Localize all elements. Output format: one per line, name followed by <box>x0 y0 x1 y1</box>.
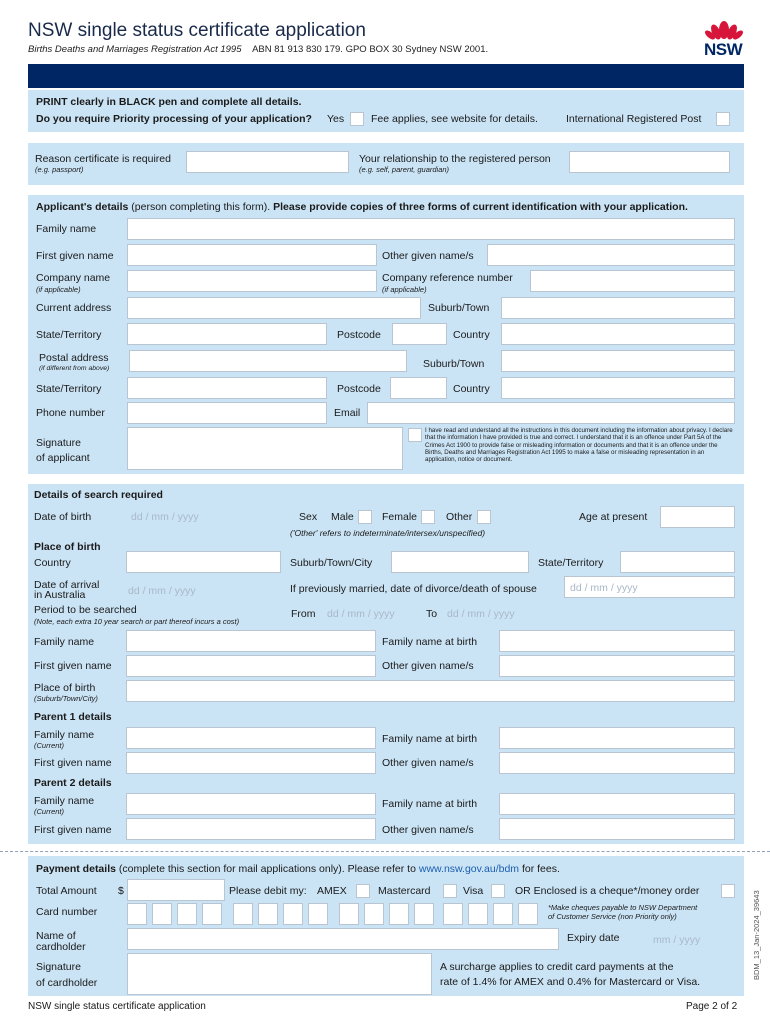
parent1-first-name-label: First given name <box>34 757 112 769</box>
company-ref-hint: (if applicable) <box>382 285 427 294</box>
parent1-family-name-birth-input[interactable] <box>499 727 735 749</box>
age-input[interactable] <box>660 506 735 528</box>
declaration-checkbox[interactable] <box>408 428 422 442</box>
age-label: Age at present <box>579 511 648 523</box>
intl-post-label: International Registered Post <box>566 113 702 125</box>
card-digit-box[interactable] <box>443 903 463 925</box>
birth-suburb-input[interactable] <box>391 551 529 573</box>
dollar-sign: $ <box>118 885 124 897</box>
card-number-label: Card number <box>36 906 98 918</box>
period-to-input[interactable]: dd / mm / yyyy <box>447 608 515 620</box>
relationship-label: Your relationship to the registered person <box>359 153 551 165</box>
header-banner <box>28 64 744 88</box>
postal-state-input[interactable] <box>127 377 327 399</box>
card-digit-box[interactable] <box>233 903 253 925</box>
applicant-heading-tail: Please provide copies of three forms of current identification with your application. <box>273 201 688 213</box>
expiry-label: Expiry date <box>567 932 620 944</box>
parent1-first-name-input[interactable] <box>126 752 376 774</box>
intl-post-checkbox[interactable] <box>716 112 730 126</box>
applicant-heading-normal: (person completing this form). <box>131 201 271 213</box>
amex-checkbox[interactable] <box>356 884 370 898</box>
payment-heading-bold: Payment details <box>36 863 116 875</box>
card-digit-box[interactable] <box>493 903 513 925</box>
card-digit-box[interactable] <box>468 903 488 925</box>
expiry-input[interactable]: mm / yyyy <box>653 934 701 946</box>
page-number: Page 2 of 2 <box>686 1001 738 1012</box>
form-code: BDM_13_Jan-2024_39643 <box>752 890 761 980</box>
card-digit-box[interactable] <box>414 903 434 925</box>
applicant-other-names-label: Other given name/s <box>382 250 474 262</box>
company-name-hint: (if applicable) <box>36 285 81 294</box>
parent1-other-names-label: Other given name/s <box>382 757 474 769</box>
payment-heading <box>36 863 560 875</box>
card-digit-box[interactable] <box>258 903 278 925</box>
bdm-link[interactable]: www.nsw.gov.au/bdm <box>418 863 520 875</box>
dob-label: Date of birth <box>34 511 92 523</box>
card-digit-box[interactable] <box>364 903 384 925</box>
act-name: Births Deaths and Marriages Registration Act 1995 <box>28 44 242 55</box>
payment-heading-tail: for fees. <box>521 863 560 875</box>
waratah-icon <box>700 16 748 42</box>
birth-country-input[interactable] <box>126 551 281 573</box>
cardholder-name-label-1: Name of <box>36 930 76 942</box>
visa-checkbox[interactable] <box>491 884 505 898</box>
card-digit-box[interactable] <box>283 903 303 925</box>
company-ref-input[interactable] <box>530 270 735 292</box>
applicant-family-name-label: Family name <box>36 223 97 235</box>
birth-suburb-label: Suburb/Town/City <box>290 557 373 569</box>
postal-suburb-input[interactable] <box>501 350 735 372</box>
search-heading: Details of search required <box>34 489 163 501</box>
parent1-family-name-input[interactable] <box>126 727 376 749</box>
applicant-first-name-input[interactable] <box>127 244 377 266</box>
footer-title: NSW single status certificate application <box>28 1001 206 1012</box>
relationship-hint: (e.g. self, parent, guardian) <box>359 165 450 174</box>
phone-label: Phone number <box>36 407 105 419</box>
postal-country-input[interactable] <box>501 377 735 399</box>
current-state-label: State/Territory <box>36 329 102 341</box>
card-digit-box[interactable] <box>389 903 409 925</box>
cheque-checkbox[interactable] <box>721 884 735 898</box>
search-family-name-birth-input[interactable] <box>499 630 735 652</box>
logo-text: NSW <box>704 40 743 59</box>
search-family-name-input[interactable] <box>126 630 376 652</box>
current-suburb-label: Suburb/Town <box>428 302 490 314</box>
cardholder-name-input[interactable] <box>127 928 559 950</box>
period-note: (Note, each extra 10 year search or part thereof incurs a cost) <box>34 617 240 626</box>
from-label: From <box>291 608 316 620</box>
male-label: Male <box>331 511 354 523</box>
email-input[interactable] <box>367 402 735 424</box>
to-label: To <box>426 608 438 620</box>
reason-hint: (e.g. passport) <box>35 165 84 174</box>
parent1-heading: Parent 1 details <box>34 711 112 723</box>
postal-address-hint: (if different from above) <box>39 365 110 372</box>
debit-label: Please debit my: <box>229 885 307 897</box>
parent2-heading: Parent 2 details <box>34 777 112 789</box>
male-checkbox[interactable] <box>358 510 372 524</box>
divorce-date-input[interactable]: dd / mm / yyyy <box>570 582 638 594</box>
parent2-family-name-input[interactable] <box>126 793 376 815</box>
search-other-names-input[interactable] <box>499 655 735 677</box>
card-digit-box[interactable] <box>152 903 172 925</box>
cardholder-signature-box[interactable] <box>127 953 432 995</box>
current-country-input[interactable] <box>501 323 735 345</box>
surcharge-line-1: A surcharge applies to credit card payments at the <box>440 961 674 973</box>
priority-question: Do you require Priority processing of your application? <box>36 113 312 125</box>
applicant-family-name-input[interactable] <box>127 218 735 240</box>
parent1-other-names-input[interactable] <box>499 752 735 774</box>
card-digit-box[interactable] <box>308 903 328 925</box>
cardholder-name-label-2: cardholder <box>36 941 86 953</box>
cut-line <box>0 851 770 852</box>
header-subtitle <box>28 44 488 55</box>
current-address-label: Current address <box>36 302 112 314</box>
visa-label: Visa <box>463 885 484 897</box>
birth-state-label: State/Territory <box>538 557 604 569</box>
card-digit-box[interactable] <box>518 903 538 925</box>
current-postcode-input[interactable] <box>392 323 447 345</box>
postal-postcode-label: Postcode <box>337 383 381 395</box>
parent1-family-name-label: Family name <box>34 729 95 741</box>
birth-country-label: Country <box>34 557 71 569</box>
surcharge-line-2: rate of 1.4% for AMEX and 0.4% for Mastercard or Visa. <box>440 976 701 988</box>
cheque-note-2: of Customer Service (non Priority only) <box>548 912 677 921</box>
parent2-first-name-label: First given name <box>34 824 112 836</box>
relationship-input[interactable] <box>569 151 730 173</box>
dob-input[interactable]: dd / mm / yyyy <box>131 511 199 523</box>
other-label: Other <box>446 511 473 523</box>
cheque-label: OR Enclosed is a cheque*/money order <box>515 885 700 897</box>
payment-heading-normal: (complete this section for mail applications only). Please refer to <box>118 863 416 875</box>
divorce-label: If previously married, date of divorce/death of spouse <box>290 583 537 595</box>
search-pob-hint: (Suburb/Town/City) <box>34 694 98 703</box>
current-country-label: Country <box>453 329 490 341</box>
applicant-heading-bold: Applicant's details <box>36 201 129 213</box>
cheque-note-1: *Make cheques payable to NSW Department <box>548 903 698 912</box>
birth-state-input[interactable] <box>620 551 735 573</box>
priority-yes-checkbox[interactable] <box>350 112 364 126</box>
current-suburb-input[interactable] <box>501 297 735 319</box>
search-first-name-label: First given name <box>34 660 112 672</box>
applicant-signature-label-1: Signature <box>36 437 81 449</box>
current-address-input[interactable] <box>127 297 421 319</box>
parent2-family-name-label: Family name <box>34 795 95 807</box>
parent2-other-names-input[interactable] <box>499 818 735 840</box>
other-checkbox[interactable] <box>477 510 491 524</box>
parent2-other-names-label: Other given name/s <box>382 824 474 836</box>
card-digit-box[interactable] <box>202 903 222 925</box>
arrival-label-2: in Australia <box>34 589 86 601</box>
nsw-logo <box>700 16 748 60</box>
cardholder-signature-label-1: Signature <box>36 961 81 973</box>
card-digit-box[interactable] <box>177 903 197 925</box>
applicant-heading <box>36 201 688 213</box>
applicant-signature-label-2: of applicant <box>36 452 90 464</box>
mastercard-label: Mastercard <box>378 885 431 897</box>
parent2-current-hint: (Current) <box>34 807 65 816</box>
arrival-label-1: Date of arrival <box>34 579 100 591</box>
parent2-family-name-birth-input[interactable] <box>499 793 735 815</box>
period-from-input[interactable]: dd / mm / yyyy <box>327 608 395 620</box>
applicant-first-name-label: First given name <box>36 250 114 262</box>
parent2-family-name-birth-label: Family name at birth <box>382 798 478 810</box>
current-state-input[interactable] <box>127 323 327 345</box>
card-digit-box[interactable] <box>339 903 359 925</box>
applicant-signature-box[interactable] <box>127 427 403 470</box>
postal-address-input[interactable] <box>129 350 407 372</box>
search-family-name-label: Family name <box>34 636 95 648</box>
search-family-name-birth-label: Family name at birth <box>382 636 478 648</box>
total-amount-input[interactable] <box>127 879 225 901</box>
postal-address-label: Postal address <box>39 352 109 364</box>
postal-suburb-label: Suburb/Town <box>423 358 485 370</box>
period-label: Period to be searched <box>34 604 137 616</box>
declaration-text: I have read and understand all the instructions in this document including the information about privacy. I declare that the information I have provided is true and correct. I understand that it is an offence under Part 5A of the Crimes Act 1900 to provide false or misleading information or documents and that it is an offence under the Births, Deaths and Marriages Registration Act 1995 to make a false or misleading representation in an application, notice or document. <box>425 427 733 464</box>
reason-input[interactable] <box>186 151 349 173</box>
search-pob-input[interactable] <box>126 680 735 702</box>
print-note: PRINT clearly in BLACK pen and complete all details. <box>36 96 302 108</box>
other-sex-note: ('Other' refers to indeterminate/intersex/unspecified) <box>290 528 486 538</box>
abn-address: ABN 81 913 830 179. GPO BOX 30 Sydney NSW 2001. <box>252 44 489 55</box>
reason-label: Reason certificate is required <box>35 153 171 165</box>
company-name-label: Company name <box>36 272 111 284</box>
company-ref-label: Company reference number <box>382 272 513 284</box>
parent1-family-name-birth-label: Family name at birth <box>382 733 478 745</box>
postal-country-label: Country <box>453 383 490 395</box>
sex-label: Sex <box>299 511 318 523</box>
postal-postcode-input[interactable] <box>390 377 447 399</box>
phone-input[interactable] <box>127 402 327 424</box>
company-name-input[interactable] <box>127 270 377 292</box>
mastercard-checkbox[interactable] <box>443 884 457 898</box>
yes-label: Yes <box>327 113 345 125</box>
female-label: Female <box>382 511 418 523</box>
page-title: NSW single status certificate application <box>28 20 366 41</box>
current-postcode-label: Postcode <box>337 329 381 341</box>
parent1-current-hint: (Current) <box>34 741 65 750</box>
arrival-date-input[interactable]: dd / mm / yyyy <box>128 585 196 597</box>
fee-note: Fee applies, see website for details. <box>371 113 538 125</box>
search-first-name-input[interactable] <box>126 655 376 677</box>
amex-label: AMEX <box>317 885 347 897</box>
cardholder-signature-label-2: of cardholder <box>36 977 98 989</box>
female-checkbox[interactable] <box>421 510 435 524</box>
search-pob-label: Place of birth <box>34 682 96 694</box>
postal-state-label: State/Territory <box>36 383 102 395</box>
total-amount-label: Total Amount <box>36 885 97 897</box>
parent2-first-name-input[interactable] <box>126 818 376 840</box>
card-digit-box[interactable] <box>127 903 147 925</box>
search-other-names-label: Other given name/s <box>382 660 474 672</box>
place-of-birth-heading: Place of birth <box>34 541 101 553</box>
applicant-other-names-input[interactable] <box>487 244 735 266</box>
email-label: Email <box>334 407 361 419</box>
